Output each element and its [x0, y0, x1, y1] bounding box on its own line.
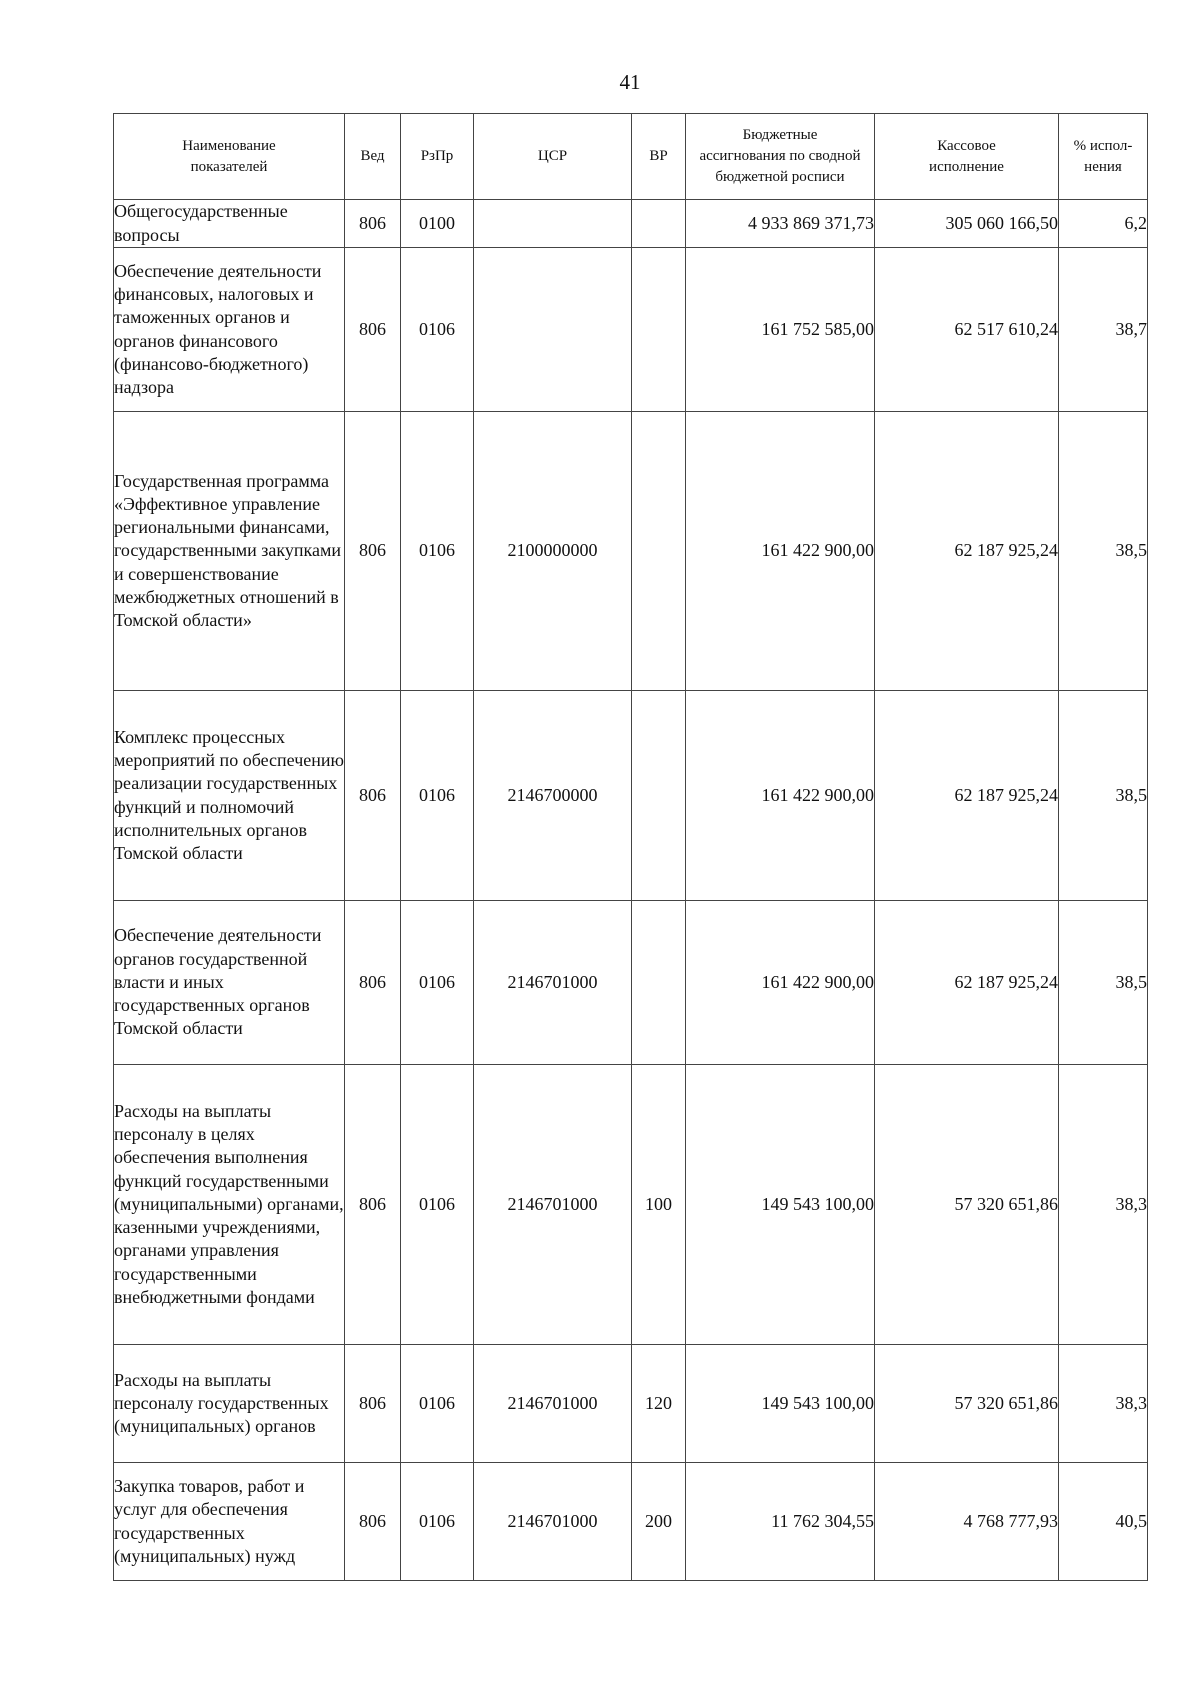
row-budget: 161 422 900,00: [686, 691, 875, 901]
header-csr: ЦСР: [474, 114, 632, 200]
header-percent: % испол-нения: [1059, 114, 1148, 200]
row-name: Обеспечение деятельности органов государственной власти и иных государственных органов Томской области: [114, 901, 345, 1065]
row-rzpr: 0106: [401, 248, 474, 412]
row-csr: [474, 200, 632, 248]
header-rzpr: РзПр: [401, 114, 474, 200]
row-rzpr: 0106: [401, 1463, 474, 1581]
row-cash: 62 517 610,24: [875, 248, 1059, 412]
row-vr: [632, 200, 686, 248]
row-vr: [632, 248, 686, 412]
header-vr: ВР: [632, 114, 686, 200]
row-cash: 57 320 651,86: [875, 1065, 1059, 1345]
table-row: [114, 1463, 1148, 1581]
row-csr: 2146701000: [474, 901, 632, 1065]
table-header-row: [114, 114, 1148, 200]
table-row: [114, 248, 1148, 412]
row-ved: 806: [345, 1345, 401, 1463]
budget-execution-table: [113, 113, 1148, 1581]
row-budget: 161 422 900,00: [686, 901, 875, 1065]
row-percent: 38,7: [1059, 248, 1148, 412]
row-csr: 2146700000: [474, 691, 632, 901]
row-budget: 161 752 585,00: [686, 248, 875, 412]
row-cash: 57 320 651,86: [875, 1345, 1059, 1463]
row-cash: 4 768 777,93: [875, 1463, 1059, 1581]
row-ved: 806: [345, 901, 401, 1065]
row-budget: 11 762 304,55: [686, 1463, 875, 1581]
row-rzpr: 0106: [401, 412, 474, 691]
table-row: [114, 412, 1148, 691]
row-budget: 149 543 100,00: [686, 1345, 875, 1463]
row-vr: 120: [632, 1345, 686, 1463]
row-percent: 38,5: [1059, 691, 1148, 901]
row-name: Общегосударственные вопросы: [114, 200, 345, 248]
row-percent: 38,5: [1059, 412, 1148, 691]
row-cash: 62 187 925,24: [875, 901, 1059, 1065]
header-name: Наименование показателей: [114, 114, 345, 200]
row-budget: 149 543 100,00: [686, 1065, 875, 1345]
header-cash: Кассовое исполнение: [875, 114, 1059, 200]
row-csr: 2100000000: [474, 412, 632, 691]
row-vr: [632, 412, 686, 691]
row-percent: 40,5: [1059, 1463, 1148, 1581]
row-vr: 100: [632, 1065, 686, 1345]
row-ved: 806: [345, 412, 401, 691]
table-row: [114, 901, 1148, 1065]
row-percent: 38,3: [1059, 1065, 1148, 1345]
row-name: Обеспечение деятельности финансовых, налоговых и таможенных органов и органов финансового (финансово-бюджетного) надзора: [114, 248, 345, 412]
row-name: Государственная программа «Эффективное управление региональными финансами, государственными закупками и совершенствование межбюджетных отношений в Томской области»: [114, 412, 345, 691]
row-cash: 62 187 925,24: [875, 691, 1059, 901]
row-cash: 305 060 166,50: [875, 200, 1059, 248]
row-csr: [474, 248, 632, 412]
row-vr: [632, 901, 686, 1065]
row-rzpr: 0106: [401, 1345, 474, 1463]
row-csr: 2146701000: [474, 1065, 632, 1345]
row-budget: 161 422 900,00: [686, 412, 875, 691]
row-rzpr: 0100: [401, 200, 474, 248]
row-name: Расходы на выплаты персоналу государственных (муниципальных) органов: [114, 1345, 345, 1463]
row-percent: 6,2: [1059, 200, 1148, 248]
row-ved: 806: [345, 691, 401, 901]
row-budget: 4 933 869 371,73: [686, 200, 875, 248]
row-name: Расходы на выплаты персоналу в целях обеспечения выполнения функций государственными (муниципальными) органами, казенными учреждениями, органами управления государственными внебюджетными фондами: [114, 1065, 345, 1345]
row-name: Комплекс процессных мероприятий по обеспечению реализации государственных функций и полномочий исполнительных органов Томской области: [114, 691, 345, 901]
row-csr: 2146701000: [474, 1463, 632, 1581]
row-ved: 806: [345, 248, 401, 412]
table-row: [114, 691, 1148, 901]
row-percent: 38,3: [1059, 1345, 1148, 1463]
page-number: 41: [619, 70, 641, 94]
row-vr: [632, 691, 686, 901]
table-row: [114, 1065, 1148, 1345]
row-cash: 62 187 925,24: [875, 412, 1059, 691]
row-ved: 806: [345, 1065, 401, 1345]
table-row: [114, 1345, 1148, 1463]
table-row: [114, 200, 1148, 248]
row-rzpr: 0106: [401, 901, 474, 1065]
row-vr: 200: [632, 1463, 686, 1581]
header-budget: Бюджетные ассигнования по сводной бюджетной росписи: [686, 114, 875, 200]
row-percent: 38,5: [1059, 901, 1148, 1065]
row-name: Закупка товаров, работ и услуг для обеспечения государственных (муниципальных) нужд: [114, 1463, 345, 1581]
row-csr: 2146701000: [474, 1345, 632, 1463]
row-rzpr: 0106: [401, 1065, 474, 1345]
row-rzpr: 0106: [401, 691, 474, 901]
row-ved: 806: [345, 1463, 401, 1581]
header-ved: Вед: [345, 114, 401, 200]
row-ved: 806: [345, 200, 401, 248]
